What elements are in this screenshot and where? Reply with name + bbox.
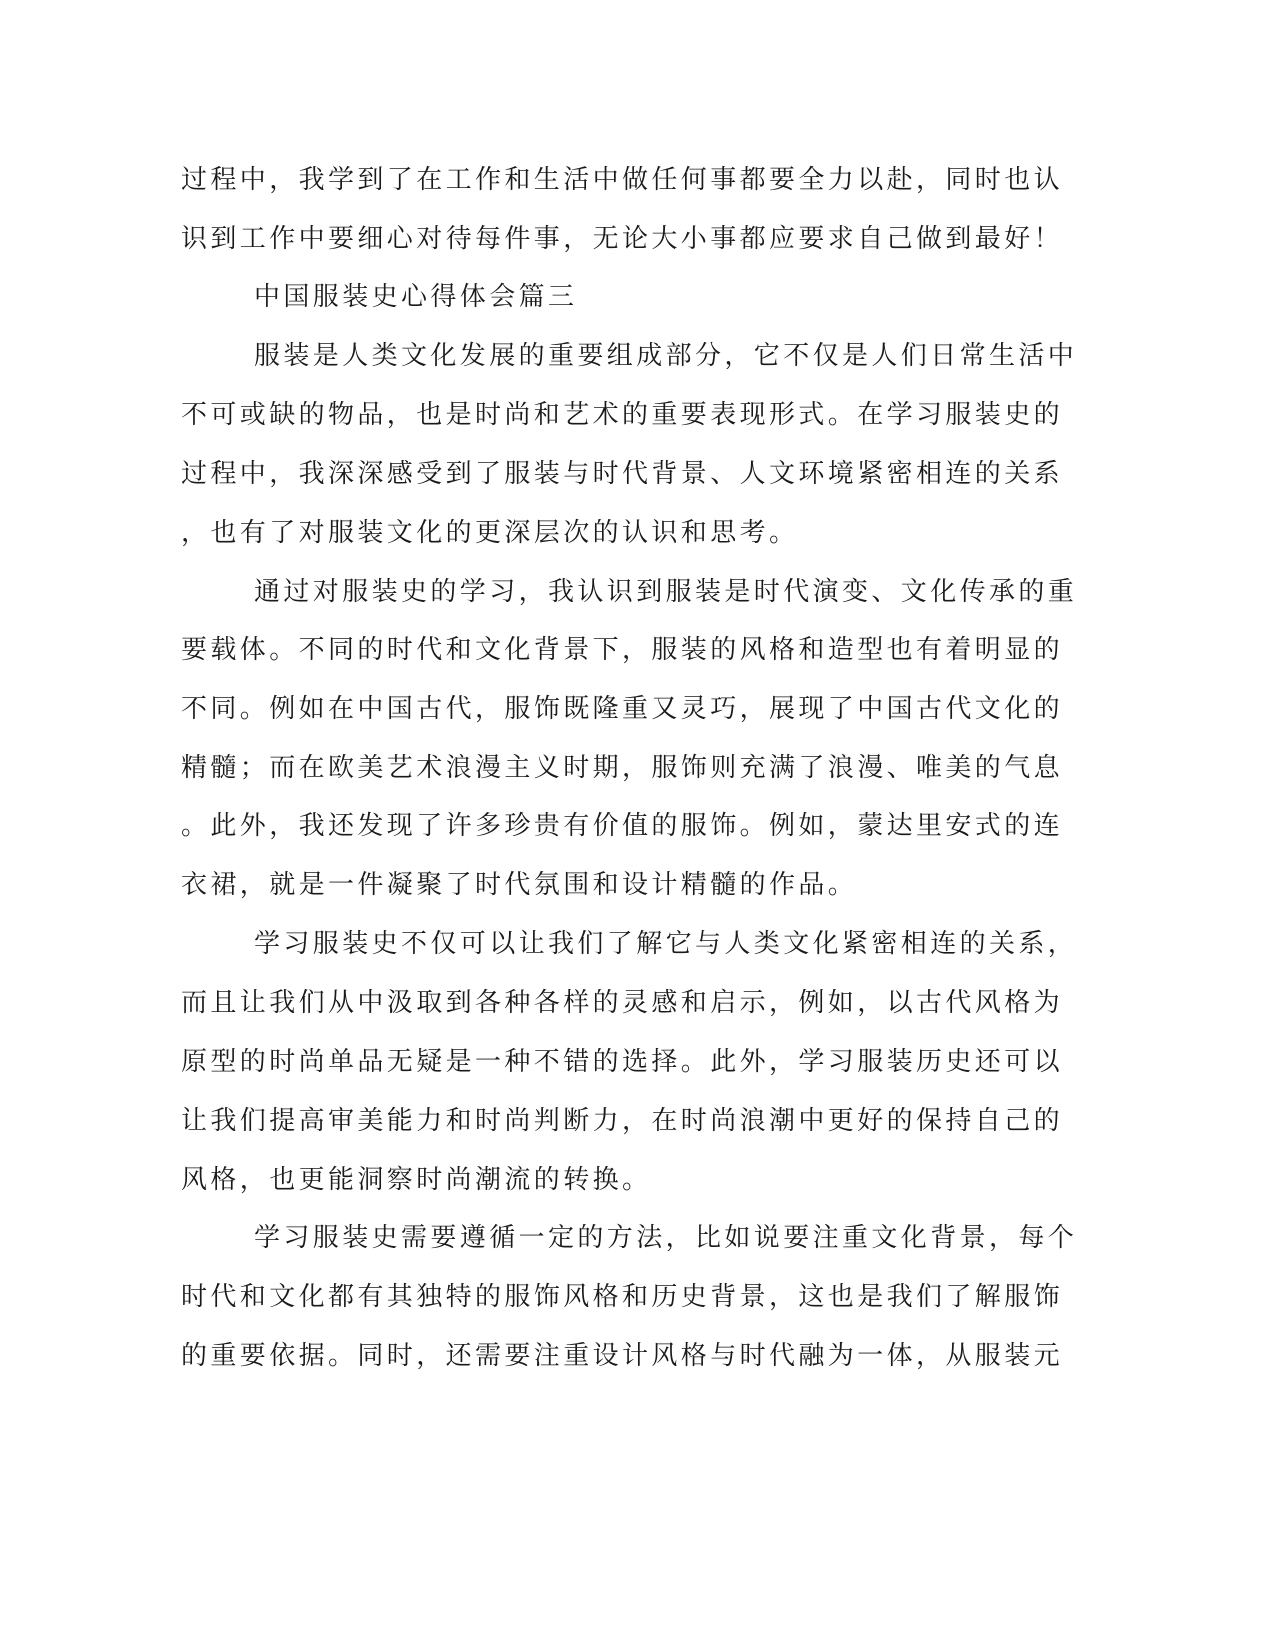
text-line: 过程中，我深深感受到了服装与时代背景、人文环境紧密相连的关系 <box>181 459 1064 489</box>
text-line: 学习服装史不仅可以让我们了解它与人类文化紧密相连的关系， <box>254 929 1078 959</box>
text-line: 识到工作中要细心对待每件事，无论大小事都应要求自己做到最好！ <box>181 224 1064 254</box>
text-line: 衣裙，就是一件凝聚了时代氛围和设计精髓的作品。 <box>181 870 858 900</box>
text-line: 通过对服装史的学习，我认识到服装是时代演变、文化传承的重 <box>254 577 1078 607</box>
text-line: 。此外，我还发现了许多珍贵有价值的服饰。例如，蒙达里安式的连 <box>181 811 1064 841</box>
text-line: 过程中，我学到了在工作和生活中做任何事都要全力以赴，同时也认 <box>181 165 1064 195</box>
text-line: 精髓；而在欧美艺术浪漫主义时期，服饰则充满了浪漫、唯美的气息 <box>181 753 1064 783</box>
text-line: 服装是人类文化发展的重要组成部分，它不仅是人们日常生活中 <box>254 341 1078 371</box>
text-line: 学习服装史需要遵循一定的方法，比如说要注重文化背景，每个 <box>254 1223 1078 1253</box>
text-line: 要载体。不同的时代和文化背景下，服装的风格和造型也有着明显的 <box>181 635 1064 665</box>
text-line: 风格，也更能洞察时尚潮流的转换。 <box>181 1165 652 1195</box>
text-line: 时代和文化都有其独特的服饰风格和历史背景，这也是我们了解服饰 <box>181 1282 1064 1312</box>
text-line: 不可或缺的物品，也是时尚和艺术的重要表现形式。在学习服装史的 <box>181 400 1064 430</box>
text-line: 让我们提高审美能力和时尚判断力，在时尚浪潮中更好的保持自己的 <box>181 1106 1064 1136</box>
text-line: 而且让我们从中汲取到各种各样的灵感和启示，例如，以古代风格为 <box>181 988 1064 1018</box>
text-line: 的重要依据。同时，还需要注重设计风格与时代融为一体，从服装元 <box>181 1341 1064 1371</box>
section-heading: 中国服装史心得体会篇三 <box>254 282 578 312</box>
text-line: 原型的时尚单品无疑是一种不错的选择。此外，学习服装历史还可以 <box>181 1047 1064 1077</box>
text-line: ，也有了对服装文化的更深层次的认识和思考。 <box>181 518 799 548</box>
text-line: 不同。例如在中国古代，服饰既隆重又灵巧，展现了中国古代文化的 <box>181 694 1064 724</box>
